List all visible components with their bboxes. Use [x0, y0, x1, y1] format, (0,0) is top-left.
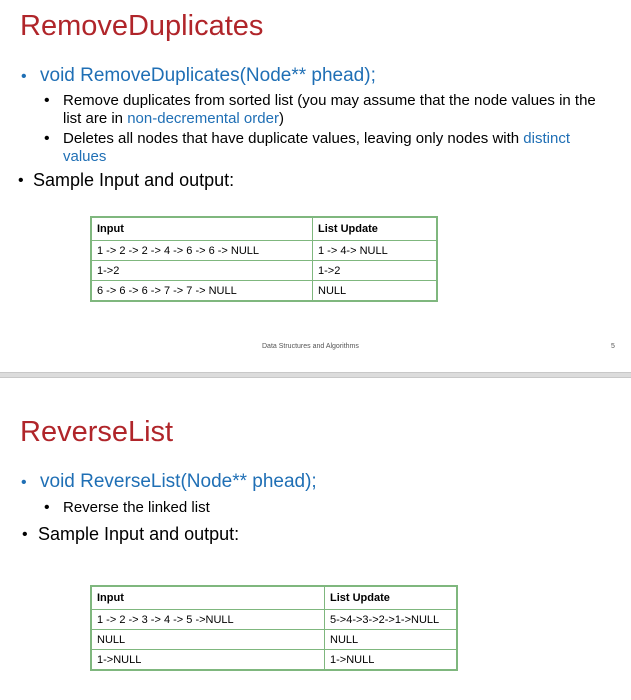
- sample-label: Sample Input and output:: [38, 524, 240, 544]
- slide-title: ReverseList: [20, 416, 174, 448]
- bullet-icon: •: [21, 474, 27, 491]
- bullet-text: Deletes all nodes that have duplicate values, leaving only nodes with: [63, 130, 524, 147]
- table-cell: 1 -> 4-> NULL: [313, 241, 438, 261]
- table-row: [91, 650, 457, 671]
- slide-reverse-list: [0, 378, 631, 700]
- function-signature: void RemoveDuplicates(Node** phead);: [40, 65, 376, 86]
- table-row: [91, 630, 457, 650]
- table-row: [91, 261, 437, 281]
- highlight-text: distinct values: [63, 130, 570, 165]
- table-cell: NULL: [313, 281, 438, 302]
- table-cell: 1->2: [91, 261, 313, 281]
- function-signature: void ReverseList(Node** phead);: [40, 471, 317, 492]
- table-header: Input: [91, 217, 313, 241]
- bullet-icon: •: [44, 499, 50, 516]
- table-header: Input: [91, 586, 325, 610]
- bullet-icon: •: [21, 68, 27, 85]
- page-number: 5: [611, 343, 615, 350]
- bullet-text: Remove duplicates from sorted list (you may assume that the node values in the list are in: [63, 92, 596, 127]
- bullet-reverse: Reverse the linked list: [63, 499, 210, 516]
- bullet-remove-duplicates: [63, 92, 613, 128]
- table-cell: 1 -> 2 -> 2 -> 4 -> 6 -> 6 -> NULL: [91, 241, 313, 261]
- bullet-icon: •: [22, 526, 28, 543]
- bullet-icon: •: [44, 92, 50, 109]
- table-cell: 5->4->3->2->1->NULL: [325, 610, 458, 630]
- table-cell: 1->2: [313, 261, 438, 281]
- table-header-row: [91, 586, 457, 610]
- table-cell: 1 -> 2 -> 3 -> 4 -> 5 ->NULL: [91, 610, 325, 630]
- table-cell: NULL: [325, 630, 458, 650]
- slide-footer: Data Structures and Algorithms: [262, 343, 359, 350]
- bullet-icon: •: [44, 130, 50, 147]
- table-cell: 1->NULL: [325, 650, 458, 671]
- table-cell: NULL: [91, 630, 325, 650]
- bullet-delete-nodes: [63, 130, 613, 166]
- slide-title: RemoveDuplicates: [20, 10, 264, 42]
- bullet-text: ): [278, 110, 284, 127]
- table-row: [91, 281, 437, 302]
- table-header: List Update: [325, 586, 458, 610]
- sample-table: [90, 216, 438, 302]
- table-cell: 6 -> 6 -> 6 -> 7 -> 7 -> NULL: [91, 281, 313, 302]
- table-cell: 1->NULL: [91, 650, 325, 671]
- sample-label: Sample Input and output:: [33, 170, 235, 190]
- bullet-icon: •: [18, 172, 24, 189]
- table-row: [91, 241, 437, 261]
- table-header: List Update: [313, 217, 438, 241]
- sample-table: [90, 585, 458, 671]
- table-row: [91, 610, 457, 630]
- table-header-row: [91, 217, 437, 241]
- highlight-text: non-decremental order: [127, 110, 279, 127]
